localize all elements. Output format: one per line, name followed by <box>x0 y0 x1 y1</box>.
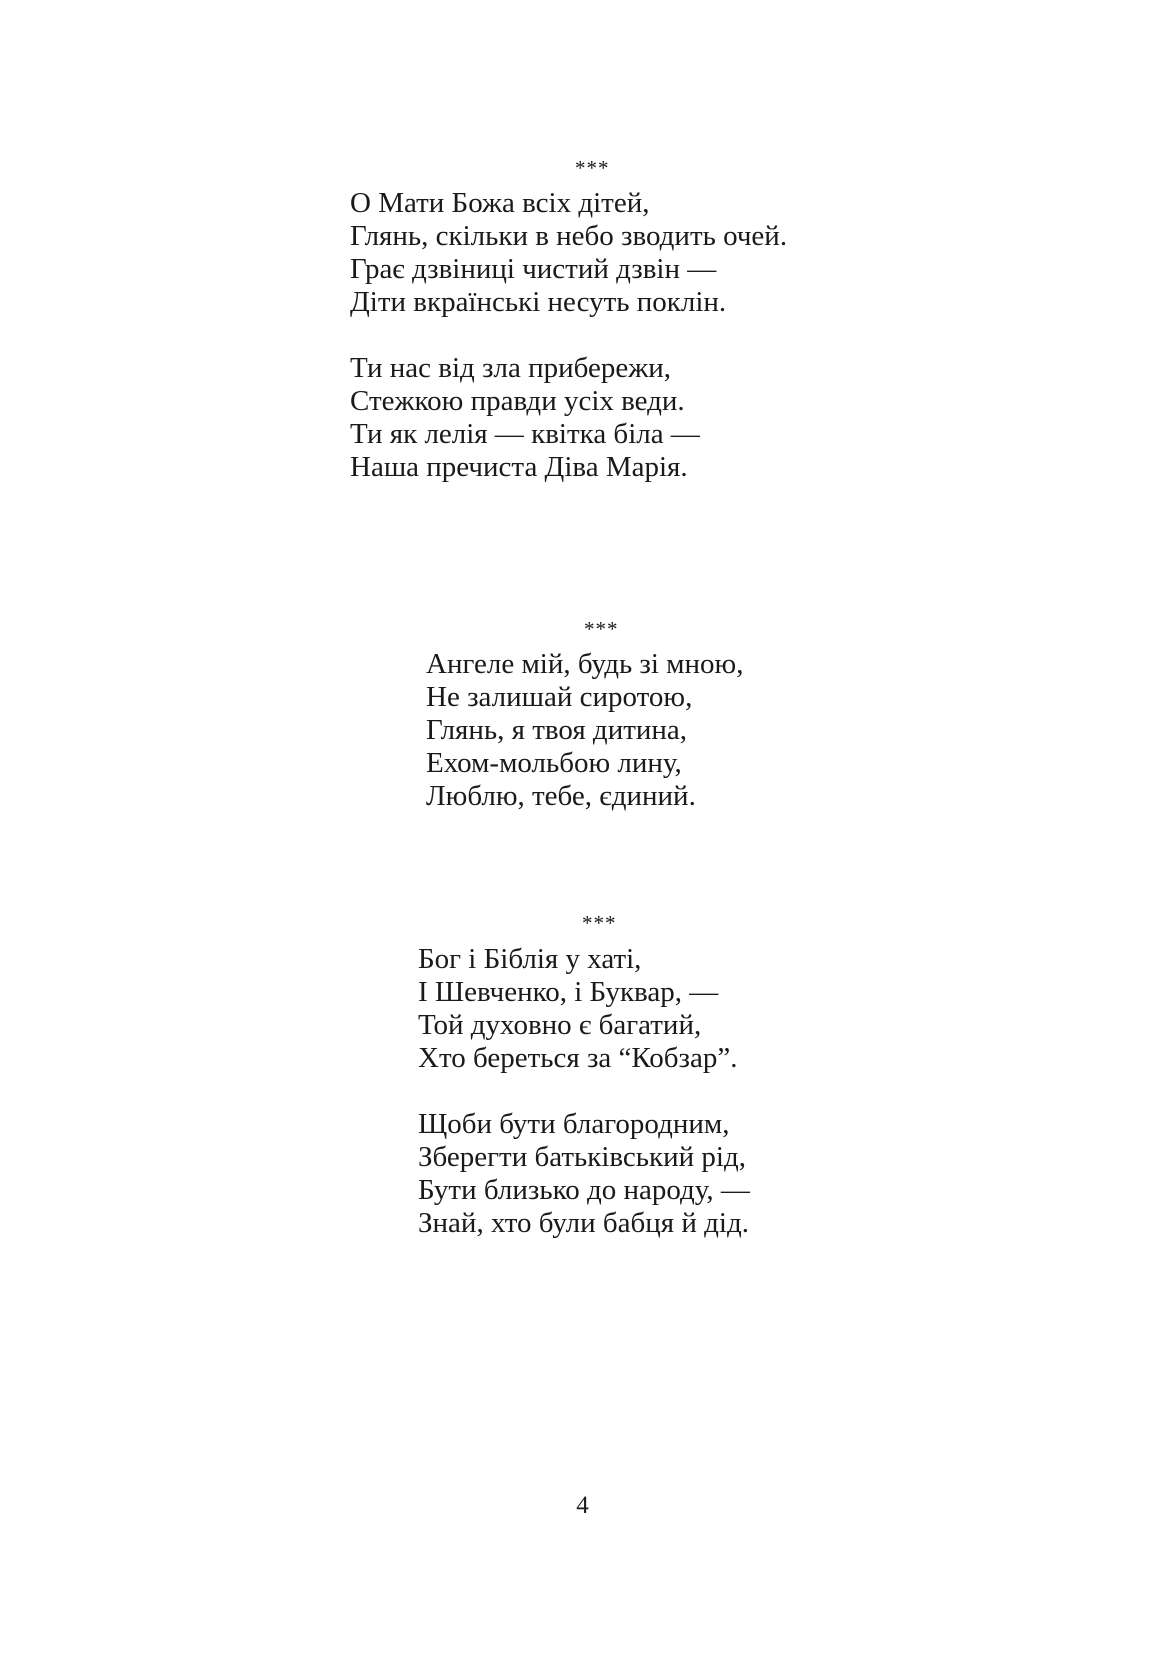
poem-3 <box>418 943 750 1240</box>
poem-line: Грає дзвіниці чистий дзвін — <box>350 253 717 285</box>
poem-2 <box>426 648 743 813</box>
poem-line: Зберегти батьківський рід, <box>418 1141 746 1173</box>
poem-1 <box>350 187 787 484</box>
poem-line: Знай, хто були бабця й дід. <box>418 1207 749 1239</box>
poem-1-stanza-1 <box>350 187 787 319</box>
poem-line: Люблю, тебе, єдиний. <box>426 780 696 812</box>
poem-line: Не залишай сиротою, <box>426 681 693 713</box>
poem-1-stanza-2 <box>350 352 787 484</box>
poem-line: Ти нас від зла прибережи, <box>350 352 672 384</box>
poem-line: Ангеле мій, будь зі мною, <box>426 648 744 680</box>
poem-line: Ехом-мольбою лину, <box>426 747 682 779</box>
poem-line: І Шевченко, і Буквар, — <box>418 976 719 1008</box>
page-number: 4 <box>576 1492 589 1519</box>
poem-3-stanza-2 <box>418 1108 750 1240</box>
poem-line: Бог і Біблія у хаті, <box>418 943 642 975</box>
poem-3-separator: *** <box>582 911 617 935</box>
poem-line: Ти як лелія — квітка біла — <box>350 418 700 450</box>
poem-line: Стежкою правди усіх веди. <box>350 385 685 417</box>
poem-line: Бути близько до народу, — <box>418 1174 750 1206</box>
poem-2-separator: *** <box>584 617 619 641</box>
poem-line: О Мати Божа всіх дітей, <box>350 187 650 219</box>
poem-line: Хто береться за “Кобзар”. <box>418 1042 738 1074</box>
poem-1-separator: *** <box>575 156 610 180</box>
poem-line: Щоби бути благородним, <box>418 1108 730 1140</box>
poem-line: Наша пречиста Діва Марія. <box>350 451 688 483</box>
poem-line: Той духовно є багатий, <box>418 1009 702 1041</box>
poem-line: Глянь, я твоя дитина, <box>426 714 688 746</box>
poem-line: Глянь, скільки в небо зводить очей. <box>350 220 788 252</box>
poem-line: Діти вкраїнські несуть поклін. <box>350 286 727 318</box>
poem-2-stanza-1 <box>426 648 743 813</box>
poem-3-stanza-1 <box>418 943 750 1075</box>
